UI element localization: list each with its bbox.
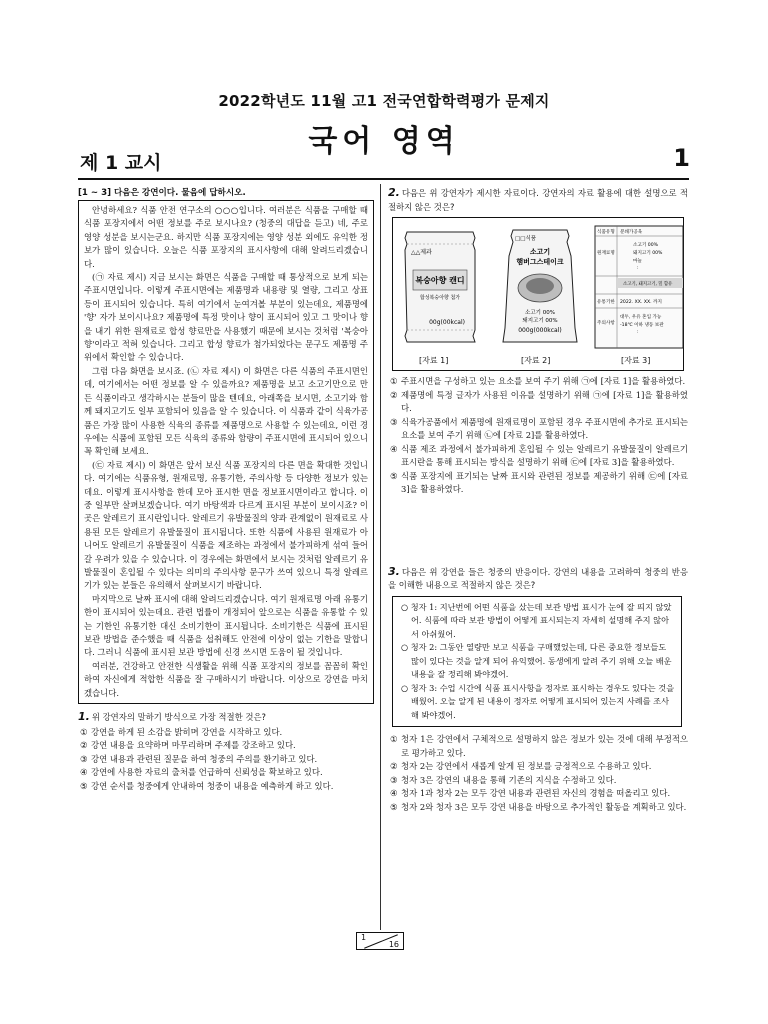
passage-paragraph: 여러분, 건강하고 안전한 식생활을 위해 식품 포장지의 정보를 꼼꼼히 확인하여 자신에게 적합한 식품을 잘 구매하시기 바랍니다. 이상으로 강연을 마치겠습니다. [84,660,368,698]
choice-text: 청자 2는 강연에서 새롭게 알게 된 정보를 긍정적으로 수용하고 있다. [401,761,652,771]
choice-mark: ④ [390,443,398,454]
label-line: : [637,266,639,271]
choice-mark: ② [390,389,398,400]
passage-paragraph: (㉠ 자료 제시) 지금 보시는 화면은 식품을 구매할 때 통상적으로 보게 되는 주표시면입니다. 이렇게 주표시면에는 제품명과 내용량 및 열량, 그리고 상표 등이 표시되어 있습니다. 특히 여기에서 눈여겨볼 부분이 있는데요, 제품명에 '향' 자가 보이시나요? 제품명에 특정 맛이나 향이 표시되어 있고 그 맛이나 향을 내기 위한 원재료로 합성 향료만을 사용했기 때문에 보시는 것처럼 '복숭아향'이라고 적혀 있습니다. 그리고 합성 향료가 첨가되었다는 문구도 제품명 주위에서 확인할 수 있습니다. [84,272,368,363]
question-text: 다음은 위 강연자가 제시한 자료이다. 강연자의 자료 활용에 대한 설명으로 적절하지 않은 것은? [388,188,688,212]
candy-subtext: 합성복숭아향 첨가 [419,295,461,301]
label-row-title: 주의사항 [597,321,615,326]
choice-option[interactable] [388,733,688,760]
choice-mark: ⑤ [390,470,398,481]
question-2 [388,186,688,497]
choice-option[interactable] [388,774,688,788]
choice-mark: ⑤ [80,780,88,791]
subject-title: 국어 영역 [308,124,460,159]
steak-pork-content: 돼지고기 00% [522,318,558,324]
choice-text: 주표시면을 구성하고 있는 요소를 보여 주기 위해 ㉠에 [자료 1]을 활용하였다. [401,376,686,386]
steak-package-image [499,226,581,348]
header-rule [78,178,689,180]
material-1-caption: [자료 1] [419,356,449,365]
choice-text: 제품명에 특정 글자가 사용된 이유를 설명하기 위해 ㉠에 [자료 1]을 활용하였다. [401,389,688,413]
audience-response: ○ 청자 3: 수업 시간에 식품 표시사항을 정자로 표시하는 경우도 있다는 것을 배웠어. 오늘 알게 된 내용이 정자로 어떻게 표시되어 있는지 사례를 조사해 봐야겠어. [401,682,675,720]
question-number: 1. [78,710,90,724]
lecture-passage [78,200,374,704]
label-line: : [637,330,639,335]
choice-text: 강연 내용과 관련된 질문을 하여 청중의 주의를 환기하고 있다. [91,753,318,764]
choice-option[interactable] [78,780,374,794]
label-line: 돼지고기 00% [633,251,663,256]
choice-mark: ④ [80,767,88,778]
choice-option[interactable] [388,787,688,801]
left-column [78,186,374,793]
candy-weight: 00g(00kcal) [429,319,465,326]
question-number: 2. [388,186,400,199]
steak-weight: 000g(000kcal) [518,327,562,334]
choice-mark: ④ [390,788,398,798]
choice-option[interactable] [388,470,688,497]
passage-paragraph: (㉢ 자료 제시) 이 화면은 앞서 보신 식품 포장지의 다른 면을 확대한 것입니다. 여기에는 식품유형, 원재료명, 유통기한, 주의사항 등 다양한 정보가 있는데요. 이렇게 표시사항을 한데 모아 표시한 면을 정보표시면이라고 합니다. 이 중 일부만 살펴보겠습니다. 여기 바탕색과 다르게 표시된 부분이 보이시죠? 이곳은 알레르기 표시란입니다. 알레르기 유발물질의 양과 관계없이 원재료로 사용된 모든 알레르기 유발물질이 표시됩니다. 또한 식품에 사용된 원재료가 아니어도 알레르기 유발물질이 식품을 제조하는 과정에서 불가피하게 섞여 들어갈 우려가 있을 수 있습니다. 이 경우에는 화면에서 보시는 것처럼 알레르기 유발물질이 혼입될 수 있다는 의미의 주의사항 문구가 쓰여 있으니 특정 알레르기가 있는 분들은 유의해서 살펴보시기 바랍니다. [84,459,368,591]
question-3 [388,565,688,815]
footer-total-pages: 16 [388,940,399,949]
choice-mark: ① [80,726,88,737]
question-1 [78,710,374,793]
choice-text: 식품 포장지에 표기되는 날짜 표시와 관련된 정보를 제공하기 위해 ㉢에 [자료 3]을 활용하였다. [401,470,688,494]
passage-paragraph: 안녕하세요? 식품 안전 연구소의 ○○○입니다. 여러분은 식품을 구매할 때 식품 포장지에서 어떤 정보를 주로 보시나요? (청중의 대답을 듣고) 네, 주로 영양 성분을 보시는군요. 하지만 식품 포장지에는 영양 성분 외에도 유익한 정보가 많이 있습니다. 오늘은 식품 포장지의 표시사항에 대해 알려드리겠습니다. [84,205,368,269]
label-row-title: 원재료명 [597,251,615,256]
choice-text: 강연 내용을 요약하며 마무리하며 주제를 강조하고 있다. [91,740,296,751]
choice-option[interactable] [388,760,688,774]
choice-mark: ① [390,376,398,386]
passage-paragraph: 마지막으로 날짜 표시에 대해 알려드리겠습니다. 여기 원재료명 아래 유통기한이 표시되어 있는데요. 관련 법률이 개정되어 앞으로는 식품을 유통할 수 있는 기한인 유통기한 대신 소비기한이 표시됩니다. 소비기한은 식품에 표시된 보관 방법을 준수했을 때 식품을 섭취해도 안전에 이상이 없는 기한을 말합니다. 그러니 식품에 표시된 보관 방법에 신경 쓰시면 도움이 될 것입니다. [84,593,368,658]
choice-mark: ① [390,734,398,744]
label-line: 대두, 우유 혼입 가능 [620,315,662,320]
choice-mark: ③ [80,753,88,764]
question-text: 위 강연자의 말하기 방식으로 가장 적절한 것은? [91,712,266,723]
choice-text: 강연을 하게 된 소감을 밝히며 강연을 시작하고 있다. [91,726,283,737]
choice-option[interactable] [388,375,688,389]
steak-beef-content: 소고기 00% [525,310,555,316]
steak-product-line1: 소고기 [529,248,551,256]
choice-option[interactable] [78,753,374,767]
choice-text: 청자 2와 청자 3은 모두 강연 내용을 바탕으로 추가적인 활동을 계획하고 있다. [401,801,687,812]
candy-product-name: 복숭아향 캔디 [415,276,465,285]
label-row-value: 2022. XX. XX. 까지 [620,300,662,305]
question-stem [78,710,374,725]
candy-brand: △△제과 [411,249,432,256]
audience-response: ○ 청자 1: 지난번에 어떤 식품을 샀는데 보관 방법 표시가 눈에 잘 띄지 않았어. 식품에 따라 보관 방법이 어떻게 표시되는지 자세히 설명해 주지 않아서 아쉬웠어. [401,601,672,639]
label-row-title: 유통기한 [597,300,615,305]
choice-text: 강연 순서를 청중에게 안내하여 청중이 내용을 예측하게 하고 있다. [91,780,334,791]
choice-text: 청자 3은 강연의 내용을 통해 기존의 지식을 수정하고 있다. [401,774,617,785]
choice-mark: ② [390,761,398,771]
page-footer [356,932,404,950]
candy-package-image [401,228,479,346]
choice-text: 강연에 사용한 자료의 출처를 언급하여 신뢰성을 확보하고 있다. [91,767,323,778]
audience-response: ○ 청자 2: 그동안 열량만 보고 식품을 구매했었는데, 다른 중요한 정보들도 많이 있다는 것을 알게 되어 유익했어. 동생에게 알려 주기 위해 오늘 배운 내용을 잘 정리해 봐야겠어. [401,642,672,679]
choice-option[interactable] [388,801,688,815]
label-line: -18℃ 이하 냉동 보관 [620,323,664,328]
materials-figure [392,217,684,371]
choice-text: 청자 1과 청자 2는 모두 강연 내용과 관련된 자신의 경험을 떠올리고 있다. [401,788,671,798]
choice-text: 식육가공품에서 제품명에 원재료명이 포함된 경우 주표시면에 추가로 표시되는 요소를 보여 주기 위해 ㉡에 [자료 2]를 활용하였다. [401,416,688,440]
choice-text: 청자 1은 강연에서 구체적으로 설명하지 않은 정보가 있는 것에 대해 부정적으로 평가하고 있다. [401,734,688,758]
choice-option[interactable] [78,766,374,780]
choice-option[interactable] [388,443,688,470]
label-line: 마늘 [633,259,642,264]
question-stem [388,565,688,593]
choice-option[interactable] [78,739,374,753]
column-divider [380,184,381,930]
label-row-value: 분쇄가공육 [620,230,643,235]
question-text: 다음은 위 강연을 들은 청중의 반응이다. 강연의 내용을 고려하여 청중의 반응을 이해한 내용으로 적절하지 않은 것은? [388,566,688,590]
audience-responses-box [392,596,682,728]
label-line: 소고기 00% [633,243,658,248]
choice-mark: ③ [390,774,398,785]
choice-option[interactable] [388,389,688,416]
choice-mark: ② [80,740,88,751]
exam-title: 2022학년도 11월 고1 전국연합학력평가 문제지 [218,92,550,110]
material-3-caption: [자료 3] [621,356,651,365]
steak-brand: □□식품 [515,236,537,242]
allergy-text: 소고기, 돼지고기, 밀 함유 [623,282,673,287]
info-label-image [593,224,685,350]
footer-page: 1 [361,933,367,942]
choice-mark: ⑤ [390,801,398,812]
page-number: 1 [673,144,690,172]
choice-option[interactable] [78,726,374,740]
period-label: 제 1 교시 [80,152,162,174]
section-heading: [1 ~ 3] 다음은 강연이다. 물음에 답하시오. [78,188,246,198]
question-number: 3. [388,564,400,578]
right-column [388,186,688,814]
material-2-caption: [자료 2] [521,356,551,365]
choice-text: 식품 제조 과정에서 불가피하게 혼입될 수 있는 알레르기 유발물질이 알레르기 표시란을 통해 표시되는 방식을 설명하기 위해 ㉢에 [자료 3]을 활용하였다. [401,443,688,467]
steak-product-line2: 햄버그스테이크 [516,258,564,266]
choice-mark: ③ [390,416,398,427]
choice-option[interactable] [388,416,688,443]
label-row-title: 식품유형 [597,230,615,235]
passage-paragraph: 그럼 다음 화면을 보시죠. (㉡ 자료 제시) 이 화면은 다른 식품의 주표시면인데, 여기에서는 어떤 정보를 알 수 있을까요? 제품명을 보고 소고기만으로 만든 식품이라고 생각하시는 분들이 많을 텐데요, 아래쪽을 보시면, 소고기와 함께 돼지고기도 일부 포함되어 있음을 알 수 있습니다. 이 식품과 같이 식육가공품은 가장 많이 사용한 식육의 종류를 제품명으로 사용할 수 있는데요, 이런 경우에는 식품에 포함된 모든 식육의 종류와 함량이 주표시면에 표시되어 있으니 꼭 확인해 보세요. [84,365,368,457]
question-stem [388,186,688,214]
